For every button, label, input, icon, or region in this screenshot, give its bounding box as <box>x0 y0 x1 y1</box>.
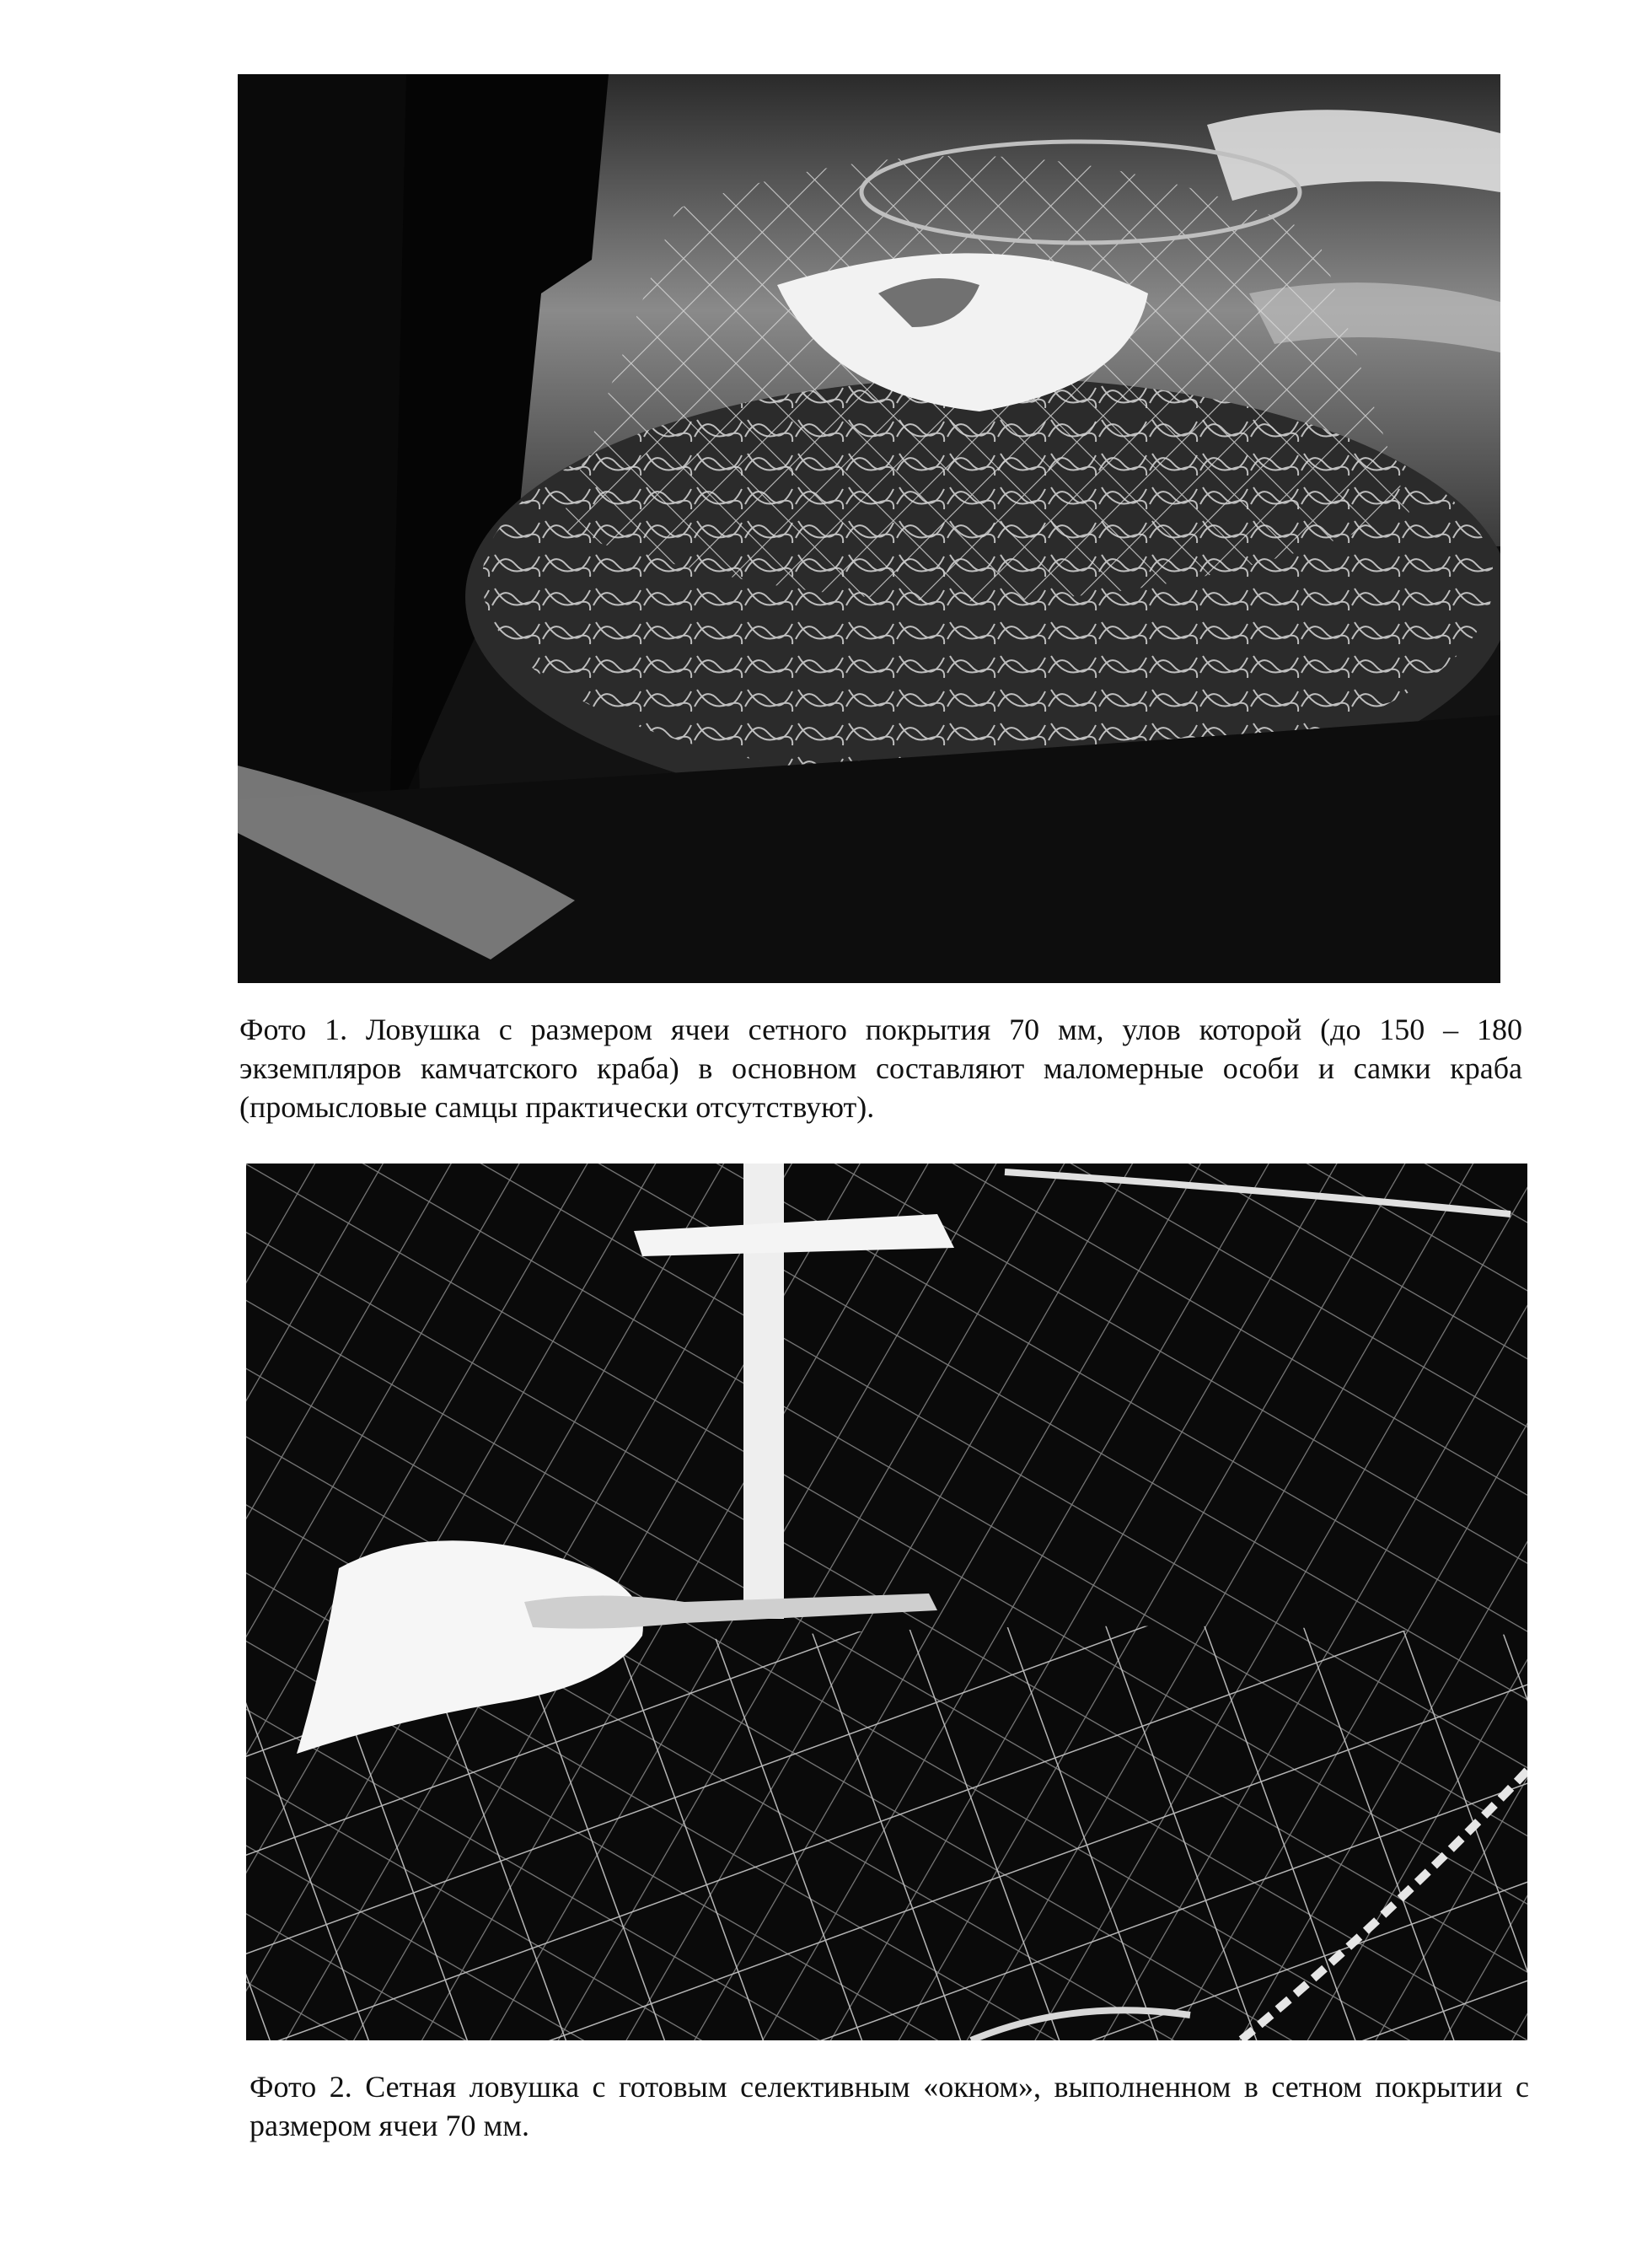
photo-2-net-trap <box>246 1164 1527 2040</box>
photo-1-crab-trap <box>238 74 1500 983</box>
photo-1-image <box>238 74 1500 983</box>
photo-2-image <box>246 1164 1527 2040</box>
photo-1-caption: Фото 1. Ловушка с размером ячеи сетного покрытия 70 мм, улов которой (до 150 – 180 экземпляров камчатского краба) в основном составляют маломерные особи и самки краба (промысловые самцы практически отсутствуют). <box>239 1013 1522 1124</box>
photo-2-caption: Фото 2. Сетная ловушка с готовым селективным «окном», выполненном в сетном покрытии с размером ячеи 70 мм. <box>250 2070 1529 2142</box>
